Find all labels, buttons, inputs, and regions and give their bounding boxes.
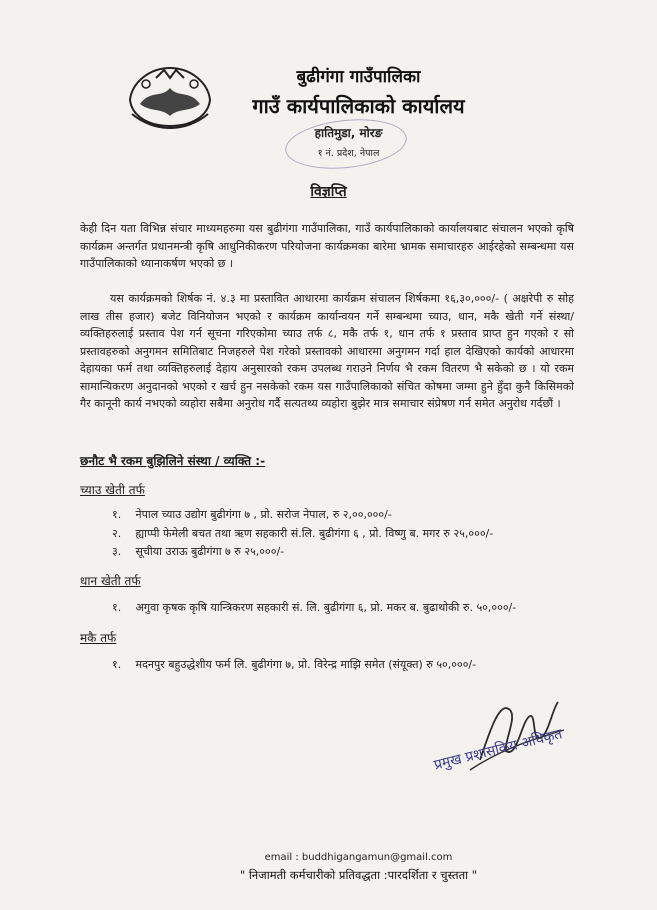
intro-paragraph: केही दिन यता विभिन्न संचार माध्यमहरुमा यस बुढीगंगा गाउँपालिका, गाउँ कार्यपालिकाको कार्यालयबाट संचालन भएको कृषि कार्यक्रम अन्तर्गत प्रधानमन्त्री कृषि आधुनिकीकरण परियोजना कार्यक्रमका बारेमा भ्रामक समाचारहरु आईरहेको सम्बन्धमा यस गाउँपालिकाको ध्यानाकर्षण भएको छ । [80, 222, 574, 270]
notice-title: विज्ञप्ति [310, 184, 347, 200]
selected-recipients-heading: छनौट भै रकम बुझिलिने संस्था / व्यक्ति :- [80, 454, 266, 468]
footer-email: email : buddhigangamun@gmail.com [264, 852, 453, 863]
maize-list [112, 656, 476, 675]
maize-section-title: मकै तर्फ [80, 631, 117, 645]
office-stamp [283, 114, 409, 174]
list-item: ३. सूचीया उराऊ बुढीगंगा ७ रु २५,०००/- [112, 545, 285, 558]
signatory-title: प्रमुख प्रशासकिय अधिकृत [432, 726, 564, 774]
paddy-list [112, 599, 516, 618]
list-item: २. ह्याप्पी फेमेली बचत तथा ऋण सहकारी सं.लि. बुढीगंगा ६ , प्रो. विष्णु ब. मगर रु २५,०००/- [112, 526, 494, 540]
mushroom-list [112, 506, 493, 562]
list-item: १. नेपाल च्याउ उद्योग बुढीगंगा ७ , प्रो. सरोज नेपाल, रु २,००,०००/- [112, 508, 392, 521]
office-name: गाउँ कार्यपालिकाको कार्यालय [252, 94, 465, 118]
office-province: १ नं. प्रदेश, नेपाल [317, 148, 380, 159]
mushroom-section-title: च्याउ खेती तर्फ [80, 483, 145, 497]
office-location: हातिमुडा, मोरङ [314, 126, 383, 140]
municipality-name: बुढीगंगा गाउँपालिका [296, 67, 421, 87]
details-paragraph: यस कार्यक्रमको शिर्षक नं. ४.३ मा प्रस्तावित आधारमा कार्यक्रम संचालन शिर्षकमा १६,३०,०००/- ( अक्षरेपी रु सोह लाख तीस हजार) बजेट विनियोजन भएको र कार्यक्रम कार्यान्वयन गर्ने सम्बन्धमा च्याउ, धान, मकै खेती गर्ने संस्था/ व्यक्तिहरुलाई प्रस्ताव पेश गर्न सूचना गरिएकोमा च्याउ तर्फ ८, मकै तर्फ १, धान तर्फ १ प्रस्ताव प्राप्त हुन गएको र सो प्रस्तावहरुको अनुगमन समितिबाट निजहरुले पेश गरेको प्रस्तावको आधारमा अनुगमन गर्दा हाल देखिएको कार्यको आधारमा देहायका फर्म तथा व्यक्तिहरुलाई देहाय अनुसारको रकम उपलब्ध गराउने निर्णय भै रकम वितरण भै सकेको छ । यो रकम सामान्यिकरण अनुदानको भएको र खर्च हुन नसकेको रकम यस गाउँपालिकाको संचित कोषमा जम्मा हुने हुँदा कुनै किसिमको गैर कानूनी कार्य नभएको व्यहोरा सबैमा अनुरोध गर्दै सत्यतथ्य व्यहोरा बुझेर मात्र समाचार संप्रेषण गर्न समेत अनुरोध गर्दछौं । [80, 292, 574, 410]
list-item: १. अगुवा कृषक कृषि यान्त्रिकरण सहकारी सं. लि. बुढीगंगा ६, प्रो. मकर ब. बुढाथोकी रु. ५०,०००/- [112, 601, 517, 614]
paddy-section-title: धान खेती तर्फ [80, 574, 141, 588]
footer-motto: " निजामती कर्मचारीको प्रतिवद्धता :पारदर्शिता र चुस्तता " [239, 868, 478, 882]
list-item: १. मदनपुर बहुउद्धेशीय फर्म लि. बुढीगंगा ७, प्रो. विरेन्द्र माझि समेत (संयूक्त) रु ५०,०००/- [112, 658, 477, 671]
